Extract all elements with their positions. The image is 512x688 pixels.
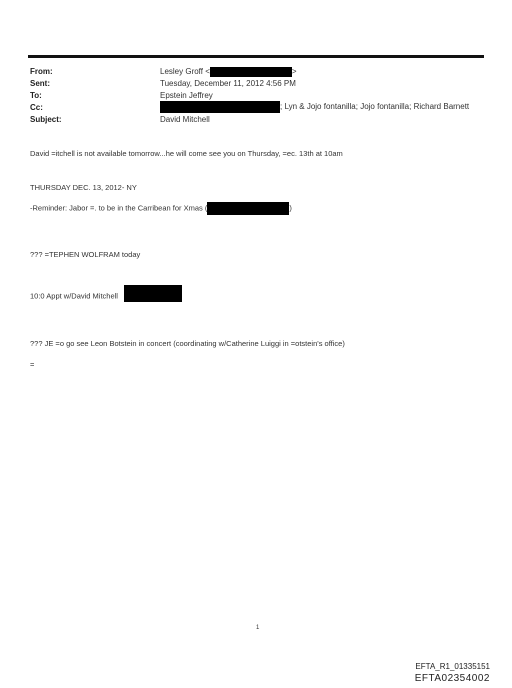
footer-id-1: EFTA_R1_01335151: [415, 662, 490, 671]
page-number: 1: [256, 625, 260, 631]
from-label: From:: [30, 67, 53, 76]
redaction-block: [160, 101, 280, 113]
header-rule: [28, 55, 484, 58]
body-line-3-text: -Reminder: Jabor =. to be in the Carribean for Xmas (: [30, 203, 208, 213]
subject-label: Subject:: [30, 115, 62, 124]
redaction-block: [210, 67, 292, 77]
body-line-7: =: [30, 360, 35, 369]
footer-id-2: EFTA02354002: [414, 673, 490, 684]
cc-rest: ; Lyn & Jojo fontanilla; Jojo fontanilla; Richard Barnett: [280, 102, 470, 112]
body-line-5-text: 10:0 Appt w/David Mitchell: [30, 291, 118, 301]
body-line-3-close: ): [289, 203, 292, 213]
redaction-block: [207, 202, 289, 215]
cc-label: Cc:: [30, 103, 43, 112]
body-line-1: David =itchell is not available tomorrow...he will come see you on Thursday, =ec. 13th at 10am: [30, 149, 343, 158]
body-line-3: [30, 202, 292, 215]
to-label: To:: [30, 91, 42, 100]
from-value: [160, 67, 297, 77]
body-line-5: [30, 291, 182, 302]
body-line-4: ??? =TEPHEN WOLFRAM today: [30, 250, 141, 259]
sent-label: Sent:: [30, 79, 50, 88]
body-line-6: ??? JE =o go see Leon Botstein in concert (coordinating w/Catherine Luiggi in =otstein's office): [30, 339, 345, 348]
from-close: >: [291, 67, 297, 77]
from-name: Lesley Groff <: [160, 67, 210, 77]
redaction-block: [124, 285, 182, 302]
sent-value: Tuesday, December 11, 2012 4:56 PM: [160, 79, 296, 88]
cc-value: [160, 101, 469, 113]
body-line-2: THURSDAY DEC. 13, 2012- NY: [30, 183, 137, 192]
to-value: Epstein Jeffrey: [160, 91, 213, 100]
subject-value: David Mitchell: [160, 115, 210, 124]
